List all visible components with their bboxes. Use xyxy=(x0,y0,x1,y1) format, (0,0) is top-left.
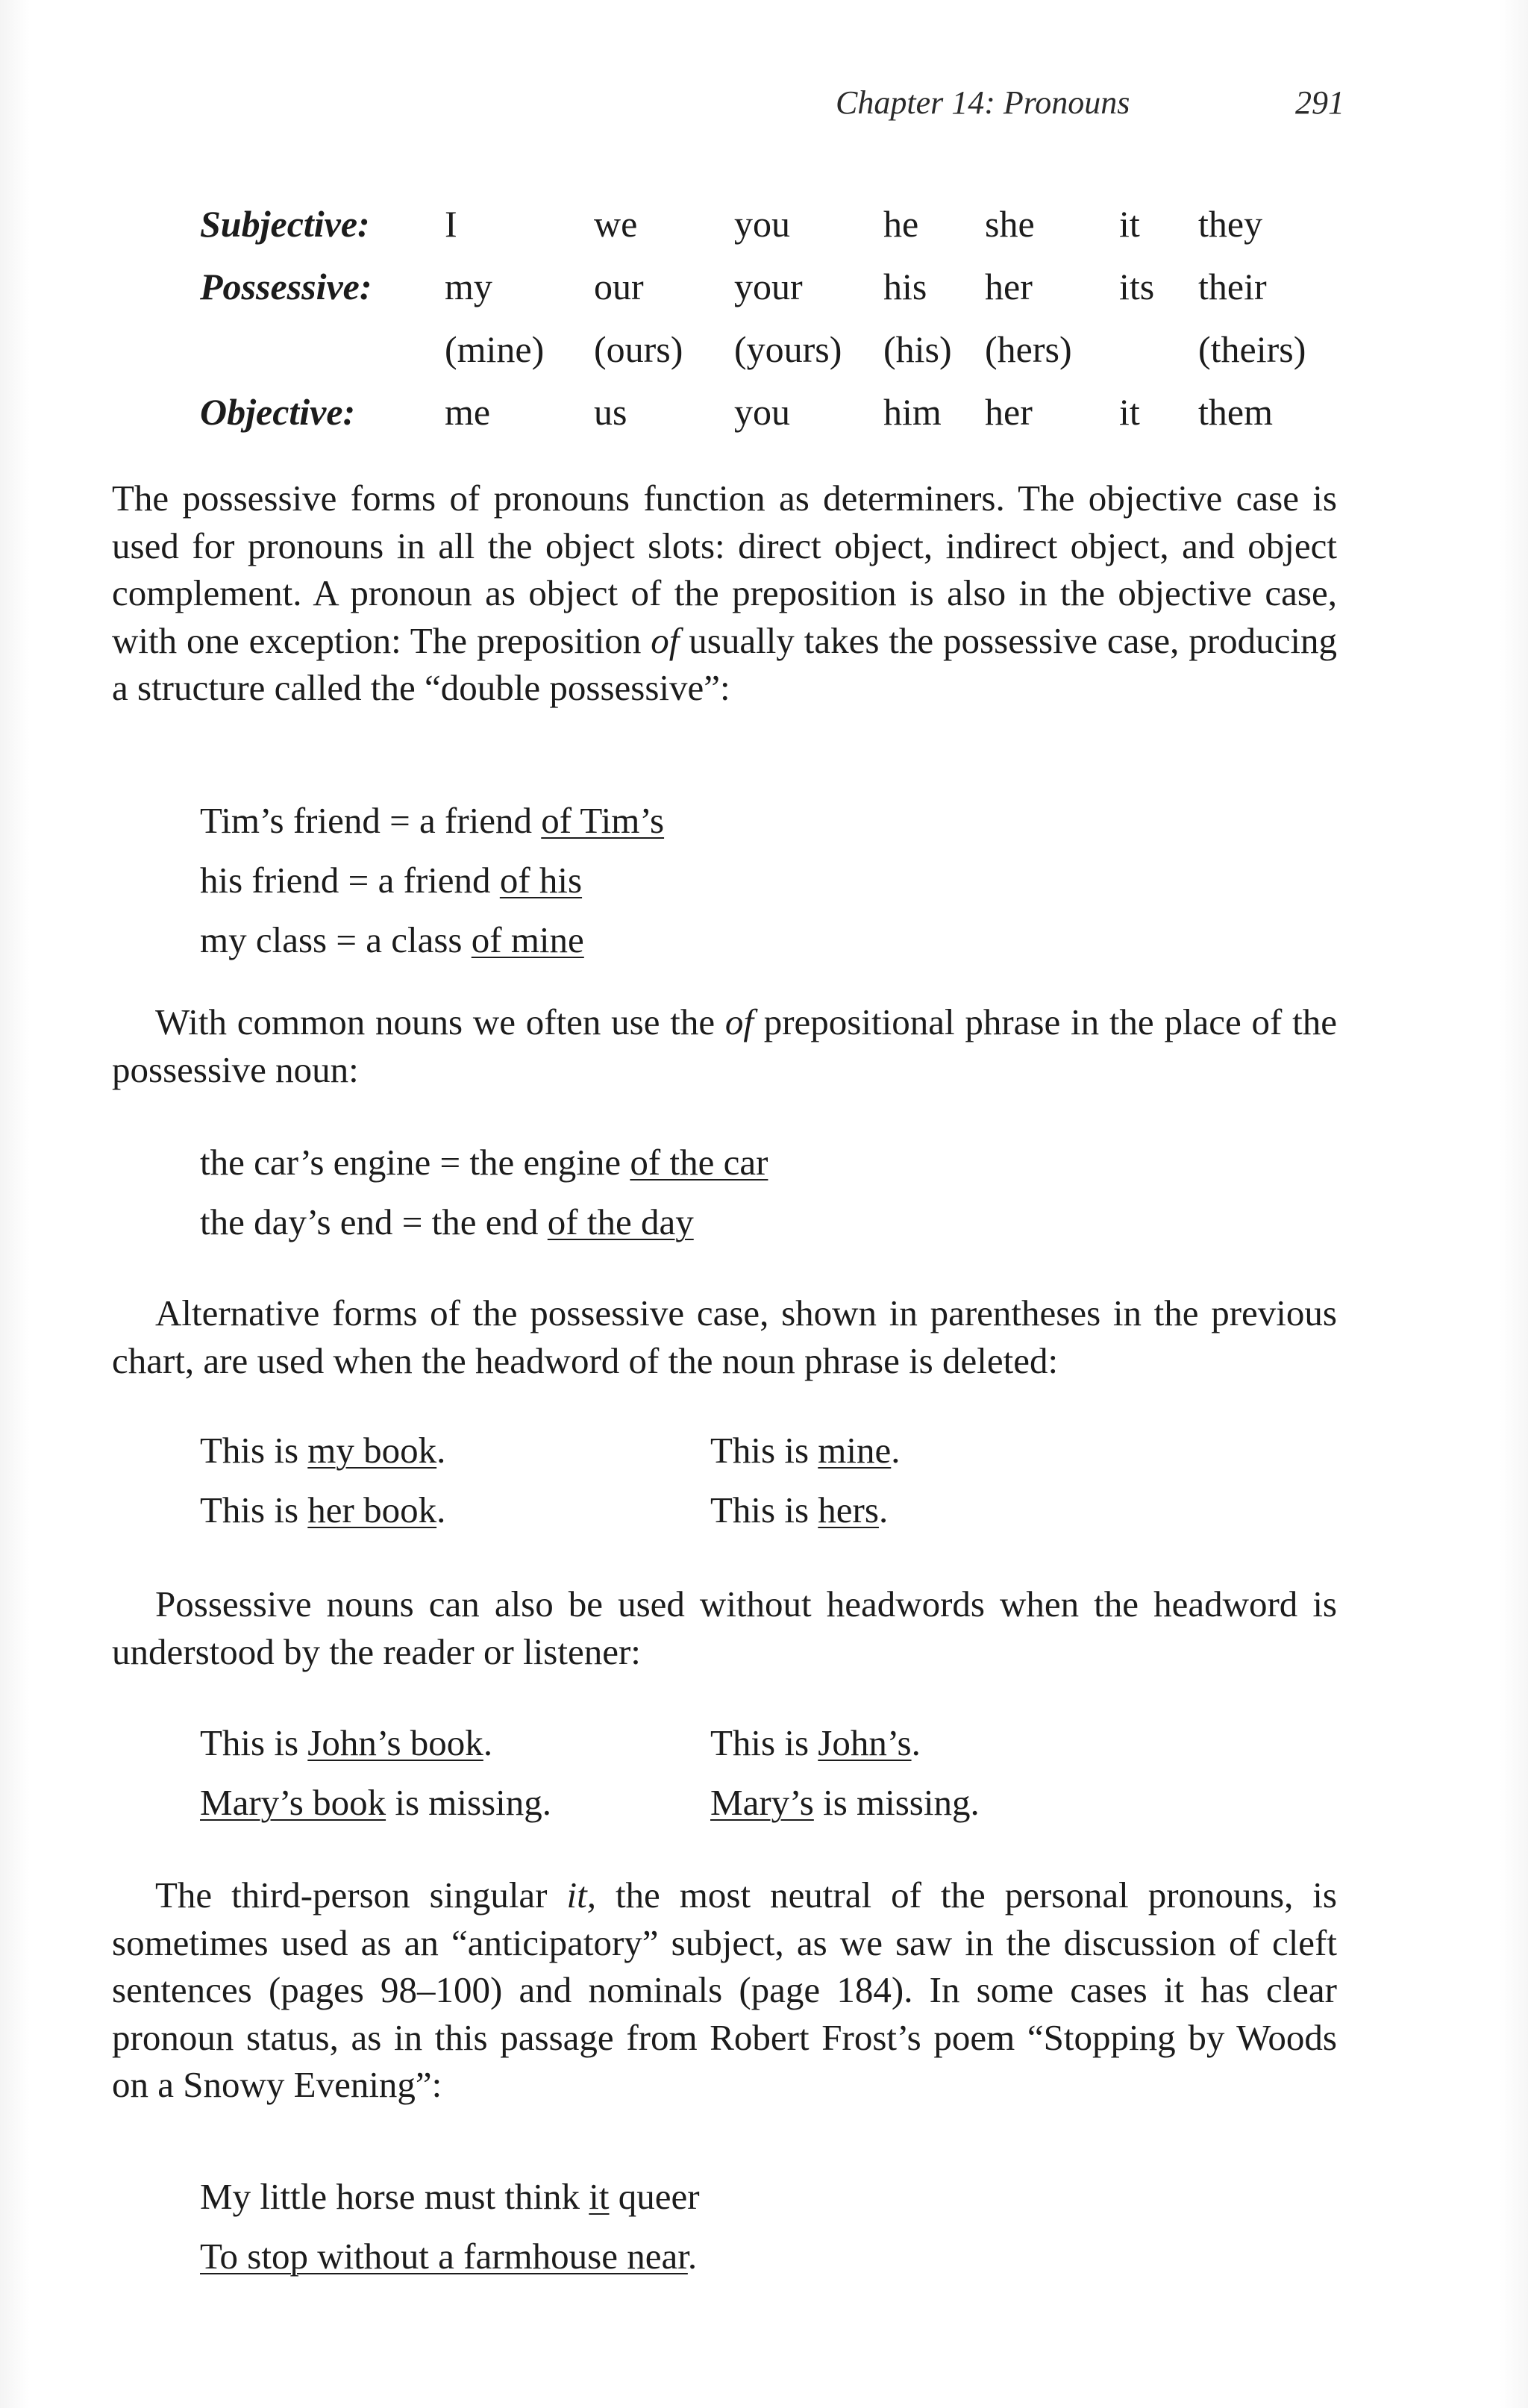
text-run: usually takes the possessive case, producing a structure called the “double possessive”: xyxy=(112,619,1337,708)
poem-underlined: it xyxy=(589,2176,610,2217)
example-underlined: hers xyxy=(818,1489,879,1530)
case-form: you xyxy=(734,203,790,245)
headword-deleted-examples xyxy=(200,1421,1319,1540)
case-label: Objective: xyxy=(200,391,356,433)
case-form: he xyxy=(883,203,919,245)
example-text: the car’s engine = the engine xyxy=(200,1142,630,1183)
example-underlined: John’s xyxy=(818,1722,912,1763)
example-line xyxy=(200,1133,768,1192)
example-text: This is xyxy=(710,1489,818,1530)
poem-text: . xyxy=(687,2236,698,2277)
example-text: . xyxy=(436,1430,446,1471)
case-form: (mine) xyxy=(445,328,545,370)
case-form: him xyxy=(883,391,942,433)
case-form: her xyxy=(985,266,1033,307)
example-line xyxy=(200,1773,1319,1833)
example-text: This is xyxy=(200,1722,308,1763)
chapter-title: Chapter 14: Pronouns xyxy=(836,84,1130,121)
case-form: it xyxy=(1119,203,1140,245)
example-underlined: her book xyxy=(307,1489,437,1530)
paragraph-common-nouns xyxy=(112,998,1337,1093)
example-line xyxy=(200,1480,1319,1540)
example-text: . xyxy=(911,1722,921,1763)
paragraph-possessive-nouns: Possessive nouns can also be used without headwords when the headword is understood by the reader or listener: xyxy=(112,1583,1337,1672)
example-text: . xyxy=(483,1722,493,1763)
case-form: their xyxy=(1198,266,1267,307)
example-underlined: Mary’s xyxy=(710,1782,814,1823)
case-form: she xyxy=(985,203,1035,245)
example-text: the day’s end = the end xyxy=(200,1201,548,1242)
case-form: your xyxy=(734,266,803,307)
example-text: This is xyxy=(710,1430,818,1471)
case-form: her xyxy=(985,391,1033,433)
case-form: they xyxy=(1198,203,1263,245)
case-form: our xyxy=(594,266,644,307)
poem-text: queer xyxy=(609,2176,700,2217)
case-label: Subjective: xyxy=(200,203,370,245)
italic-term: it, xyxy=(566,1874,596,1916)
case-form: my xyxy=(445,266,492,307)
example-text: This is xyxy=(200,1430,308,1471)
example-underlined: mine xyxy=(818,1430,892,1471)
case-form: we xyxy=(594,203,638,245)
example-line xyxy=(200,791,664,851)
example-line xyxy=(200,1421,1319,1480)
example-text: This is xyxy=(710,1722,818,1763)
case-form: (yours) xyxy=(734,328,842,370)
example-line xyxy=(200,1192,768,1252)
case-form: its xyxy=(1119,266,1155,307)
example-text: is missing. xyxy=(386,1782,551,1823)
case-form: (ours) xyxy=(594,328,683,370)
example-right xyxy=(710,1773,980,1833)
example-right xyxy=(710,1480,888,1540)
case-form: me xyxy=(445,391,491,433)
case-form: (theirs) xyxy=(1198,328,1306,370)
double-possessive-examples xyxy=(200,791,664,970)
text-run: prepositional phrase in the place of the possessive noun: xyxy=(112,1001,1337,1090)
text-run: the most neutral of the personal pronouns, is sometimes used as an “anticipatory” subject, as we saw in the discussion of cleft sentences (pages 98–100) and nominals (page 184). In some cases it has clear pronoun status, as in this passage from Robert Frost’s poem “Stopping by Woods on a Snowy Evening”: xyxy=(112,1874,1337,2105)
example-text: his friend = a friend xyxy=(200,860,500,901)
example-right xyxy=(710,1421,901,1480)
example-left xyxy=(200,1421,445,1480)
page-number: 291 xyxy=(1295,84,1344,121)
example-text: is missing. xyxy=(813,1782,980,1823)
case-label: Possessive: xyxy=(200,266,372,307)
of-phrase-examples xyxy=(200,1133,768,1252)
case-form: you xyxy=(734,391,790,433)
poem-text: My little horse must think xyxy=(200,2176,589,2217)
example-underlined: John’s book xyxy=(307,1722,483,1763)
example-text: . xyxy=(878,1489,889,1530)
example-text: Tim’s friend = a friend xyxy=(200,800,542,841)
case-form: them xyxy=(1198,391,1273,433)
poem-line xyxy=(200,2227,700,2286)
example-left xyxy=(200,1773,551,1833)
poem-line xyxy=(200,2167,700,2227)
case-form: his xyxy=(883,266,927,307)
example-text: my class = a class xyxy=(200,919,472,960)
poem-underlined: To stop without a farmhouse near xyxy=(200,2236,688,2277)
case-form: (his) xyxy=(883,328,952,370)
example-text: . xyxy=(436,1489,446,1530)
example-underlined: of the car xyxy=(630,1142,768,1183)
example-underlined: of Tim’s xyxy=(541,800,665,841)
paragraph-third-person-it xyxy=(112,1871,1337,2109)
example-left xyxy=(200,1713,492,1773)
running-head xyxy=(836,84,1344,128)
example-underlined: my book xyxy=(307,1430,437,1471)
example-underlined: Mary’s book xyxy=(200,1782,386,1823)
example-underlined: of the day xyxy=(547,1201,694,1242)
paragraph-possessive-forms xyxy=(112,475,1337,712)
text-run: With common nouns we often use the xyxy=(155,1001,725,1042)
example-underlined: of mine xyxy=(471,919,584,960)
frost-poem-excerpt xyxy=(200,2167,700,2286)
case-form: (hers) xyxy=(985,328,1072,370)
paragraph-alternative-forms: Alternative forms of the possessive case, shown in parentheses in the previous chart, are used when the headword of the noun phrase is deleted: xyxy=(112,1292,1337,1381)
case-form: I xyxy=(445,203,457,245)
italic-term: of xyxy=(651,619,680,661)
example-text: . xyxy=(891,1430,901,1471)
italic-term: of xyxy=(724,1001,754,1042)
example-underlined: of his xyxy=(499,860,583,901)
example-line xyxy=(200,1713,1319,1773)
example-line xyxy=(200,851,664,910)
headword-understood-examples xyxy=(200,1713,1319,1833)
text-run: The third-person singular xyxy=(155,1874,567,1916)
example-text: This is xyxy=(200,1489,308,1530)
example-line xyxy=(200,910,664,970)
example-right xyxy=(710,1713,921,1773)
example-left xyxy=(200,1480,445,1540)
text-run: The possessive forms of pronouns function as determiners. The objective case is used for pronouns in all the object slots: direct object, indirect object, and object complement. A pronoun as object of the preposition is also in the objective case, with one exception: The preposition xyxy=(112,478,1337,661)
case-form: us xyxy=(594,391,627,433)
case-form: it xyxy=(1119,391,1140,433)
